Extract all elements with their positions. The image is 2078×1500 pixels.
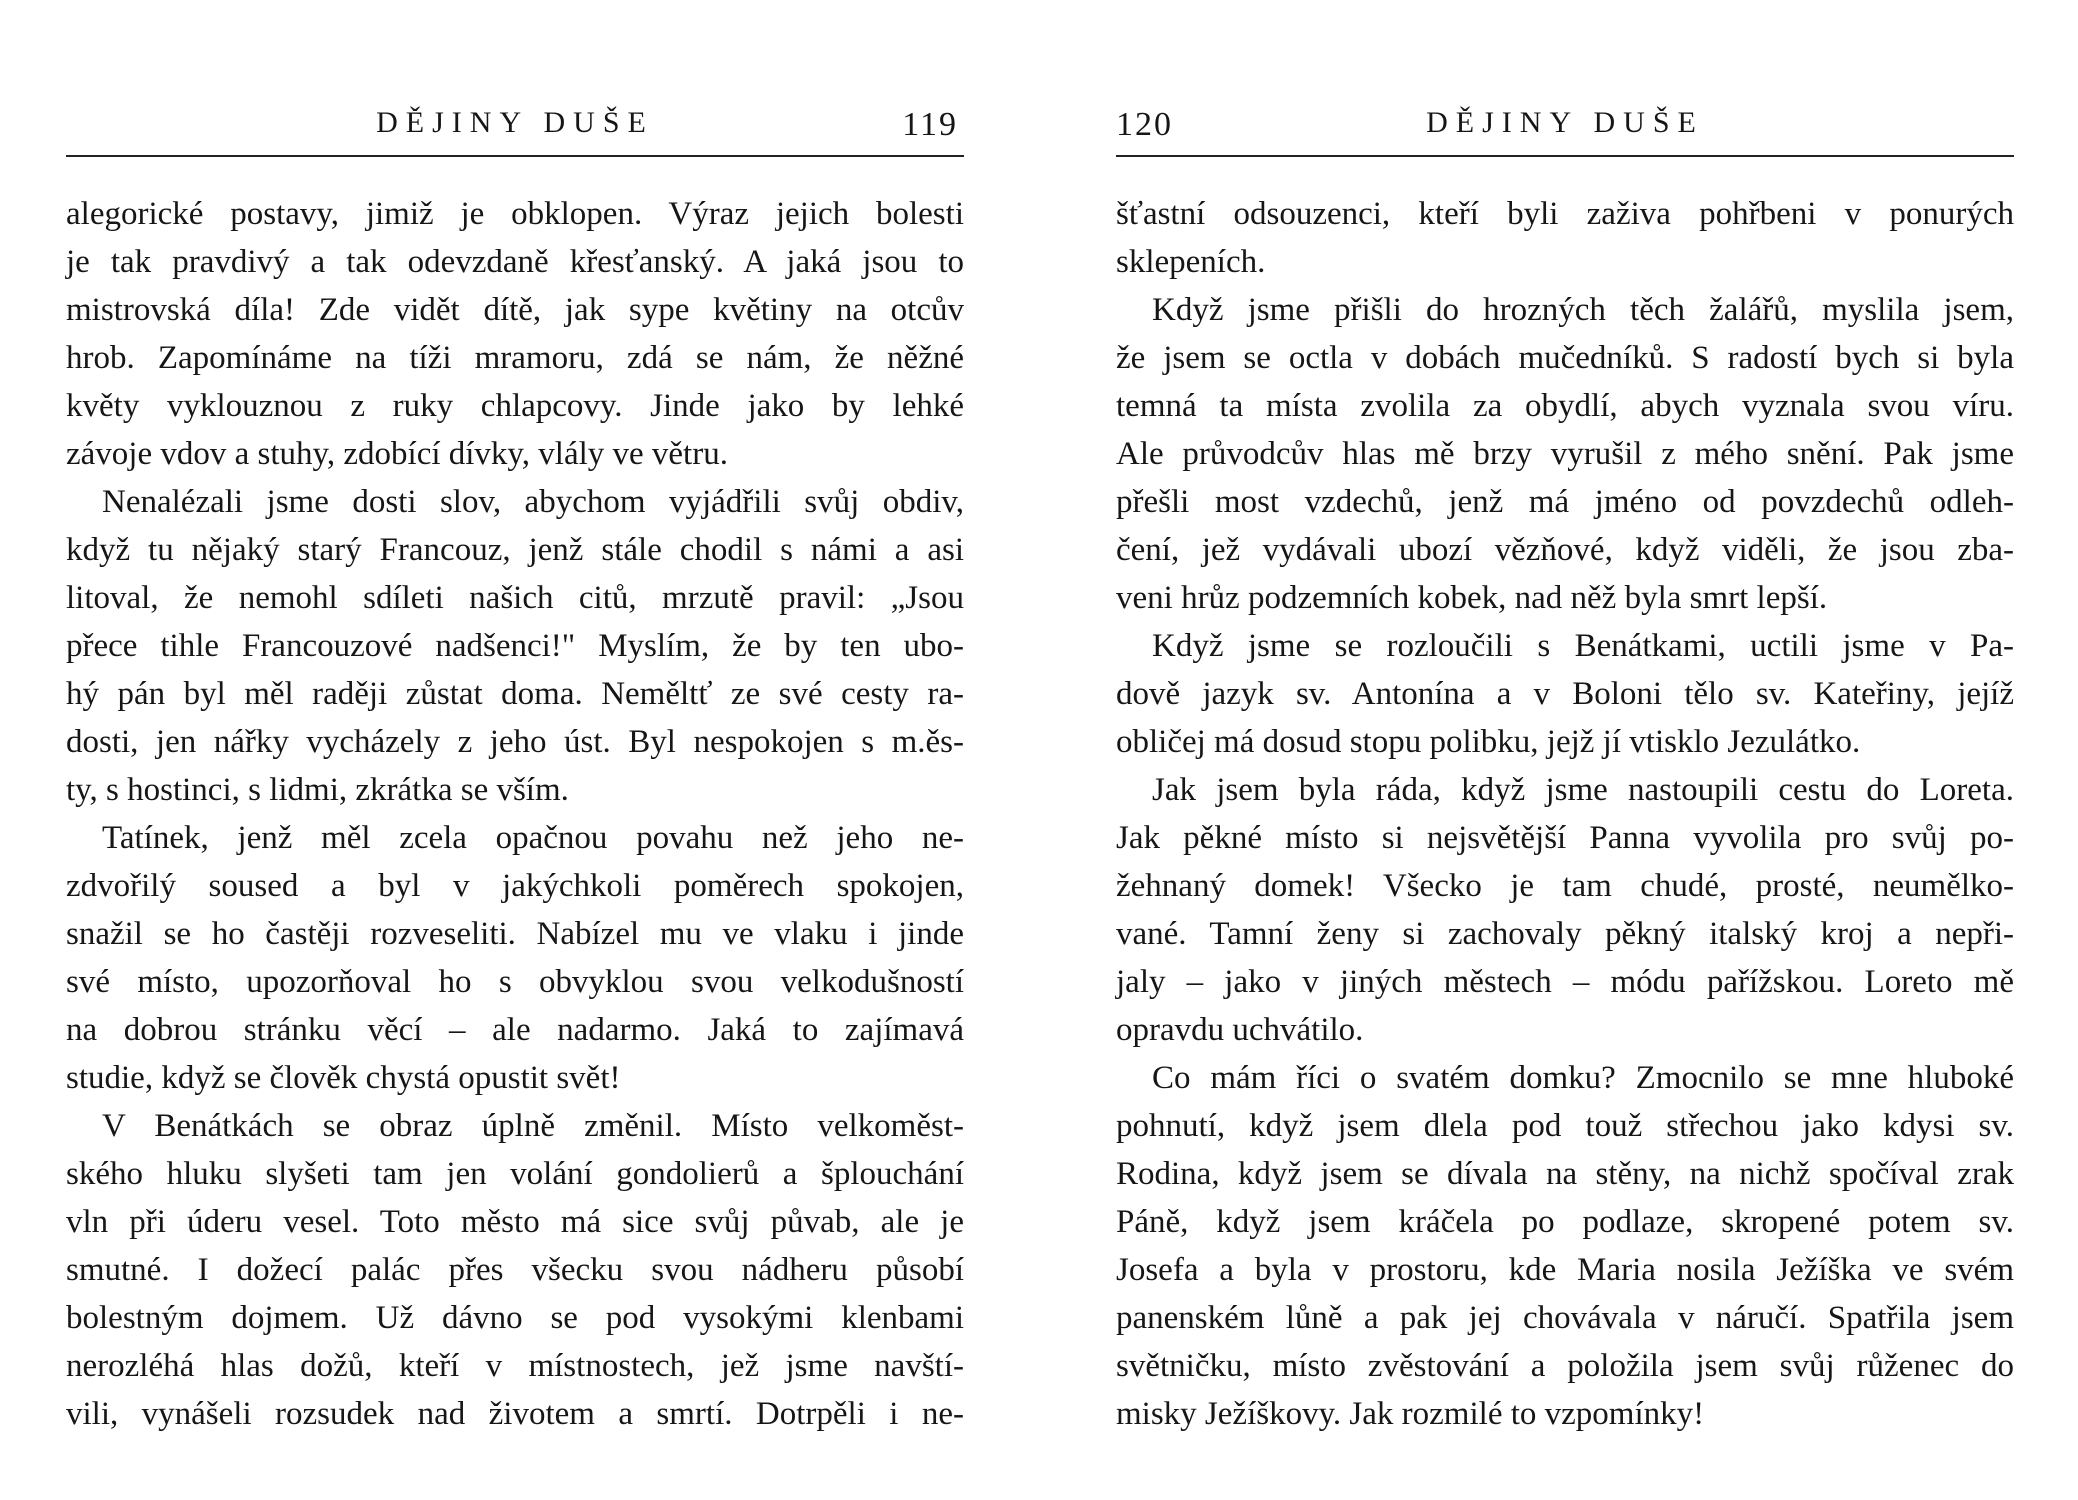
left-page-header (66, 100, 964, 150)
right-page-header (1116, 100, 2014, 150)
text-line: Josefa a byla v prostoru, kde Maria nosila Ježíška ve svém (1116, 1252, 2014, 1288)
text-line: květy vyklouznou z ruky chlapcovy. Jinde jako by lehké (66, 388, 964, 424)
text-line: opravdu uchvátilo. (1116, 1012, 1364, 1048)
text-line: nerozléhá hlas dožů, kteří v místnostech, jež jsme navští- (66, 1348, 964, 1384)
text-line: Jak jsem byla ráda, když jsme nastoupili cestu do Loreta. (1152, 772, 2014, 808)
text-line: přešli most vzdechů, jenž má jméno od povzdechů odleh- (1116, 484, 2014, 520)
text-line: alegorické postavy, jimiž je obklopen. Výraz jejich bolesti (66, 196, 964, 232)
left-page-text (66, 190, 964, 1438)
text-line: Jak pěkné místo si nejsvětější Panna vyvolila pro svůj po- (1116, 820, 2014, 856)
text-line: když tu nějaký starý Francouz, jenž stále chodil s námi a asi (66, 532, 964, 568)
text-line: vln při úderu vesel. Toto město má sice svůj půvab, ale je (66, 1204, 964, 1240)
page-number: 119 (902, 106, 958, 143)
text-line: V Benátkách se obraz úplně změnil. Místo velkoměst- (102, 1108, 964, 1144)
text-line: pohnutí, když jsem dlela pod touž střechou jako kdysi sv. (1116, 1108, 2014, 1144)
text-line: temná ta místa zvolila za obydlí, abych vyznala svou víru. (1116, 388, 2014, 424)
text-line: Páně, když jsem kráčela po podlaze, skropené potem sv. (1116, 1204, 2014, 1240)
text-line: mistrovská díla! Zde vidět dítě, jak sype květiny na otcův (66, 292, 964, 328)
text-line: snažil se ho častěji rozveseliti. Nabízel mu ve vlaku i jinde (66, 916, 964, 952)
text-line: jaly – jako v jiných městech – módu pařížskou. Loreto mě (1116, 964, 2014, 1000)
text-line: bolestným dojmem. Už dávno se pod vysokými klenbami (66, 1300, 964, 1336)
right-page-text (1116, 190, 2014, 1438)
text-line: Nenalézali jsme dosti slov, abychom vyjádřili svůj obdiv, (102, 484, 964, 520)
text-line: dosti, jen nářky vycházely z jeho úst. Byl nespokojen s m.ěs- (66, 724, 964, 760)
running-head: DĚJINY DUŠE (376, 106, 654, 139)
text-line: panenském lůně a pak jej chovávala v náručí. Spatřila jsem (1116, 1300, 2014, 1336)
text-line: Když jsme přišli do hrozných těch žalářů, myslila jsem, (1152, 292, 2014, 328)
text-line: vili, vynášeli rozsudek nad životem a smrtí. Dotrpěli i ne- (66, 1396, 964, 1432)
text-line: čení, jež vydávali ubozí vězňové, když viděli, že jsou zba- (1116, 532, 2014, 568)
text-line: Tatínek, jenž měl zcela opačnou povahu než jeho ne- (102, 820, 964, 856)
text-line: studie, když se člověk chystá opustit svět! (66, 1060, 621, 1096)
text-line: misky Ježíškovy. Jak rozmilé to vzpomínky! (1116, 1396, 1705, 1432)
text-line: na dobrou stránku věcí – ale nadarmo. Jaká to zajímavá (66, 1012, 964, 1048)
text-line: obličej má dosud stopu polibku, jejž jí vtisklo Jezulátko. (1116, 724, 1861, 760)
text-line: hý pán byl měl raději zůstat doma. Neměltť ze své cesty ra- (66, 676, 964, 712)
text-line: ského hluku slyšeti tam jen volání gondolierů a šplouchání (66, 1156, 964, 1192)
text-line: litoval, že nemohl sdíleti našich citů, mrzutě pravil: „Jsou (66, 580, 964, 616)
header-rule (1116, 155, 2014, 157)
text-line: šťastní odsouzenci, kteří byli zaživa pohřbeni v ponurých (1116, 196, 2014, 232)
running-head: DĚJINY DUŠE (1426, 106, 1704, 139)
text-line: dově jazyk sv. Antonína a v Boloni tělo sv. Kateřiny, jejíž (1116, 676, 2014, 712)
page-number: 120 (1116, 106, 1173, 143)
text-line: žehnaný domek! Všecko je tam chudé, prosté, neumělko- (1116, 868, 2014, 904)
text-line: Co mám říci o svatém domku? Zmocnilo se mne hluboké (1152, 1060, 2014, 1096)
text-line: své místo, upozorňoval ho s obvyklou svou velkodušností (66, 964, 964, 1000)
text-line: Rodina, když jsem se dívala na stěny, na nichž spočíval zrak (1116, 1156, 2014, 1192)
text-line: zdvořilý soused a byl v jakýchkoli poměrech spokojen, (66, 868, 964, 904)
text-line: přece tihle Francouzové nadšenci!" Myslím, že by ten ubo- (66, 628, 964, 664)
text-line: veni hrůz podzemních kobek, nad něž byla smrt lepší. (1116, 580, 1828, 616)
header-rule (66, 155, 964, 157)
text-line: sklepeních. (1116, 244, 1266, 280)
text-line: světničku, místo zvěstování a položila jsem svůj růženec do (1116, 1348, 2014, 1384)
text-line: ty, s hostinci, s lidmi, zkrátka se vším. (66, 772, 569, 808)
right-page (1110, 0, 2020, 1500)
text-line: hrob. Zapomínáme na tíži mramoru, zdá se nám, že něžné (66, 340, 964, 376)
left-page (60, 0, 970, 1500)
text-line: závoje vdov a stuhy, zdobící dívky, vlály ve větru. (66, 436, 728, 472)
text-line: Ale průvodcův hlas mě brzy vyrušil z mého snění. Pak jsme (1116, 436, 2014, 472)
text-line: Když jsme se rozloučili s Benátkami, uctili jsme v Pa- (1152, 628, 2014, 664)
text-line: že jsem se octla v dobách mučedníků. S radostí bych si byla (1116, 340, 2014, 376)
text-line: je tak pravdivý a tak odevzdaně křesťanský. A jaká jsou to (66, 244, 964, 280)
text-line: vané. Tamní ženy si zachovaly pěkný italský kroj a nepři- (1116, 916, 2014, 952)
text-line: smutné. I dožecí palác přes všecku svou nádheru působí (66, 1252, 964, 1288)
